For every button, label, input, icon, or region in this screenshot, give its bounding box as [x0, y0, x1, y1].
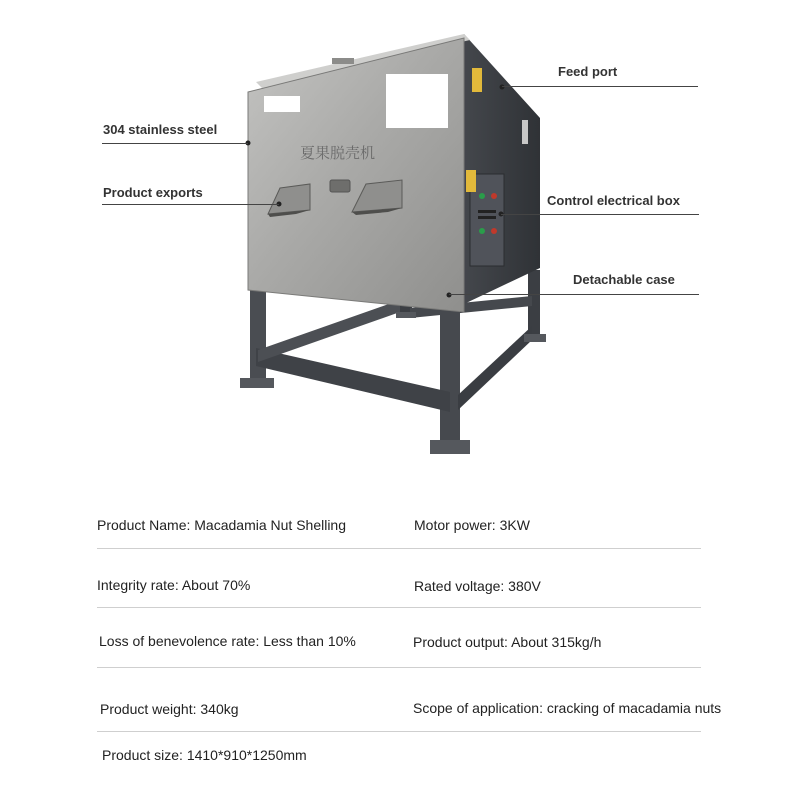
- spec-motor-power: Motor power: 3KW: [414, 517, 530, 533]
- stainless-label: 304 stainless steel: [103, 122, 218, 137]
- feed-port-label: Feed port: [558, 64, 618, 79]
- stainless-line: [102, 143, 248, 144]
- spec-rated-voltage: Rated voltage: 380V: [414, 578, 541, 594]
- control-box-label: Control electrical box: [547, 193, 680, 208]
- spec-scope: Scope of application: cracking of macadamia nuts: [413, 700, 722, 716]
- row-divider: [97, 667, 701, 668]
- feed-port-line: [502, 86, 698, 87]
- detachable-case-label: Detachable case: [573, 272, 675, 287]
- spec-integrity-rate: Integrity rate: About 70%: [97, 577, 251, 593]
- product-exports-label: Product exports: [103, 185, 203, 200]
- spec-product-name: Product Name: Macadamia Nut Shelling: [97, 517, 347, 533]
- product-exports-line: [102, 204, 279, 205]
- spec-product-size: Product size: 1410*910*1250mm: [102, 747, 307, 763]
- detachable-case-line: [449, 294, 699, 295]
- spec-loss-rate: Loss of benevolence rate: Less than 10%: [99, 633, 356, 649]
- control-box-line: [501, 214, 699, 215]
- row-divider: [97, 548, 701, 549]
- row-divider: [97, 731, 701, 732]
- spec-product-weight: Product weight: 340kg: [100, 701, 239, 717]
- spec-product-output: Product output: About 315kg/h: [413, 634, 602, 650]
- machine-label: 夏果脱壳机: [300, 144, 376, 162]
- row-divider: [97, 607, 701, 608]
